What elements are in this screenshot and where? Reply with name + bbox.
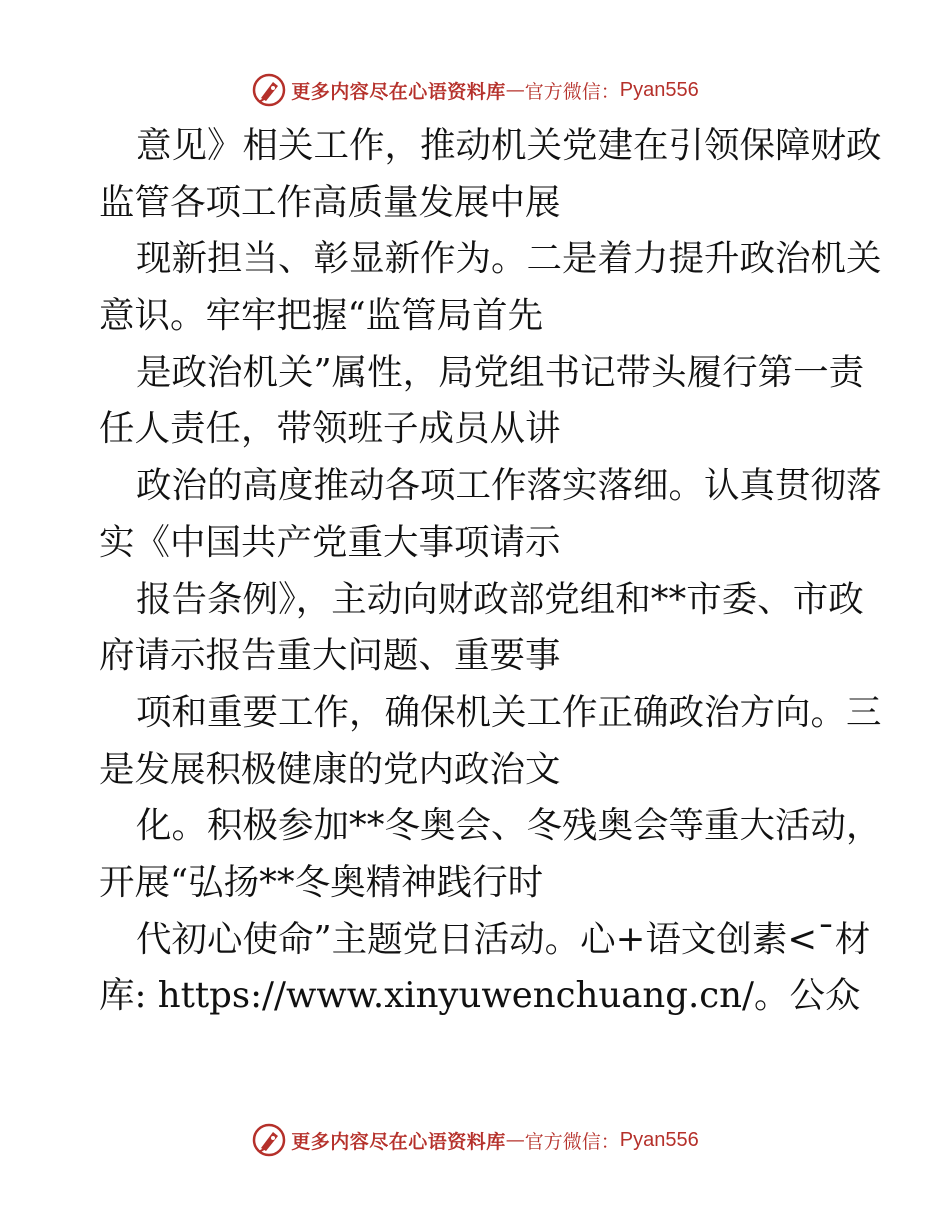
header-wechat-id: Pyan556	[619, 78, 699, 101]
text-line: 意识。牢牢把握“监管局首先	[99, 295, 544, 337]
footer-wechat-label: 官方微信：	[524, 1130, 620, 1153]
text-line: 开展“弘扬**冬奥精神践行时	[99, 861, 544, 903]
text-line: 是发展积极健康的党内政治文	[99, 748, 561, 790]
pen-nib-logo-icon	[251, 1122, 287, 1158]
text-line: 任人责任，带领班子成员从讲	[99, 408, 561, 450]
text-line: 府请示报告重大问题、重要事	[99, 635, 561, 677]
footer-separator: —	[505, 1129, 525, 1151]
document-body	[99, 118, 882, 1025]
footer-wechat-id: Pyan556	[619, 1128, 699, 1151]
text-line: 是政治机关”属性，局党组书记带头履行第一责	[136, 351, 865, 393]
header-separator: —	[505, 79, 525, 101]
text-line: 现新担当、彰显新作为。二是着力提升政治机关	[136, 238, 882, 280]
footer-watermark	[0, 1120, 950, 1160]
text-line: 政治的高度推动各项工作落实落细。认真贯彻落	[136, 465, 882, 507]
text-line: 意见》相关工作，推动机关党建在引领保障财政	[136, 125, 882, 166]
text-line: 项和重要工作，确保机关工作正确政治方向。三	[136, 691, 882, 733]
text-line: 库: https://www.xinyuwenchuang.cn/。公众	[99, 975, 861, 1017]
footer-title: 更多内容尽在心语资料库	[291, 1130, 506, 1153]
text-line: 实《中国共产党重大事项请示	[99, 521, 561, 563]
header-wechat-label: 官方微信：	[524, 80, 620, 103]
pen-nib-logo-icon	[251, 72, 287, 108]
header-watermark	[0, 70, 950, 110]
text-line: 代初心使命”主题党日活动。心+语文创素<¯材	[136, 918, 871, 960]
text-line: 报告条例》，主动向财政部党组和**市委、市政	[136, 578, 864, 620]
text-line: 化。积极参加**冬奥会、冬残奥会等重大活动，	[136, 805, 882, 847]
text-line: 监管各项工作高质量发展中展	[99, 181, 561, 223]
header-title: 更多内容尽在心语资料库	[291, 80, 506, 103]
